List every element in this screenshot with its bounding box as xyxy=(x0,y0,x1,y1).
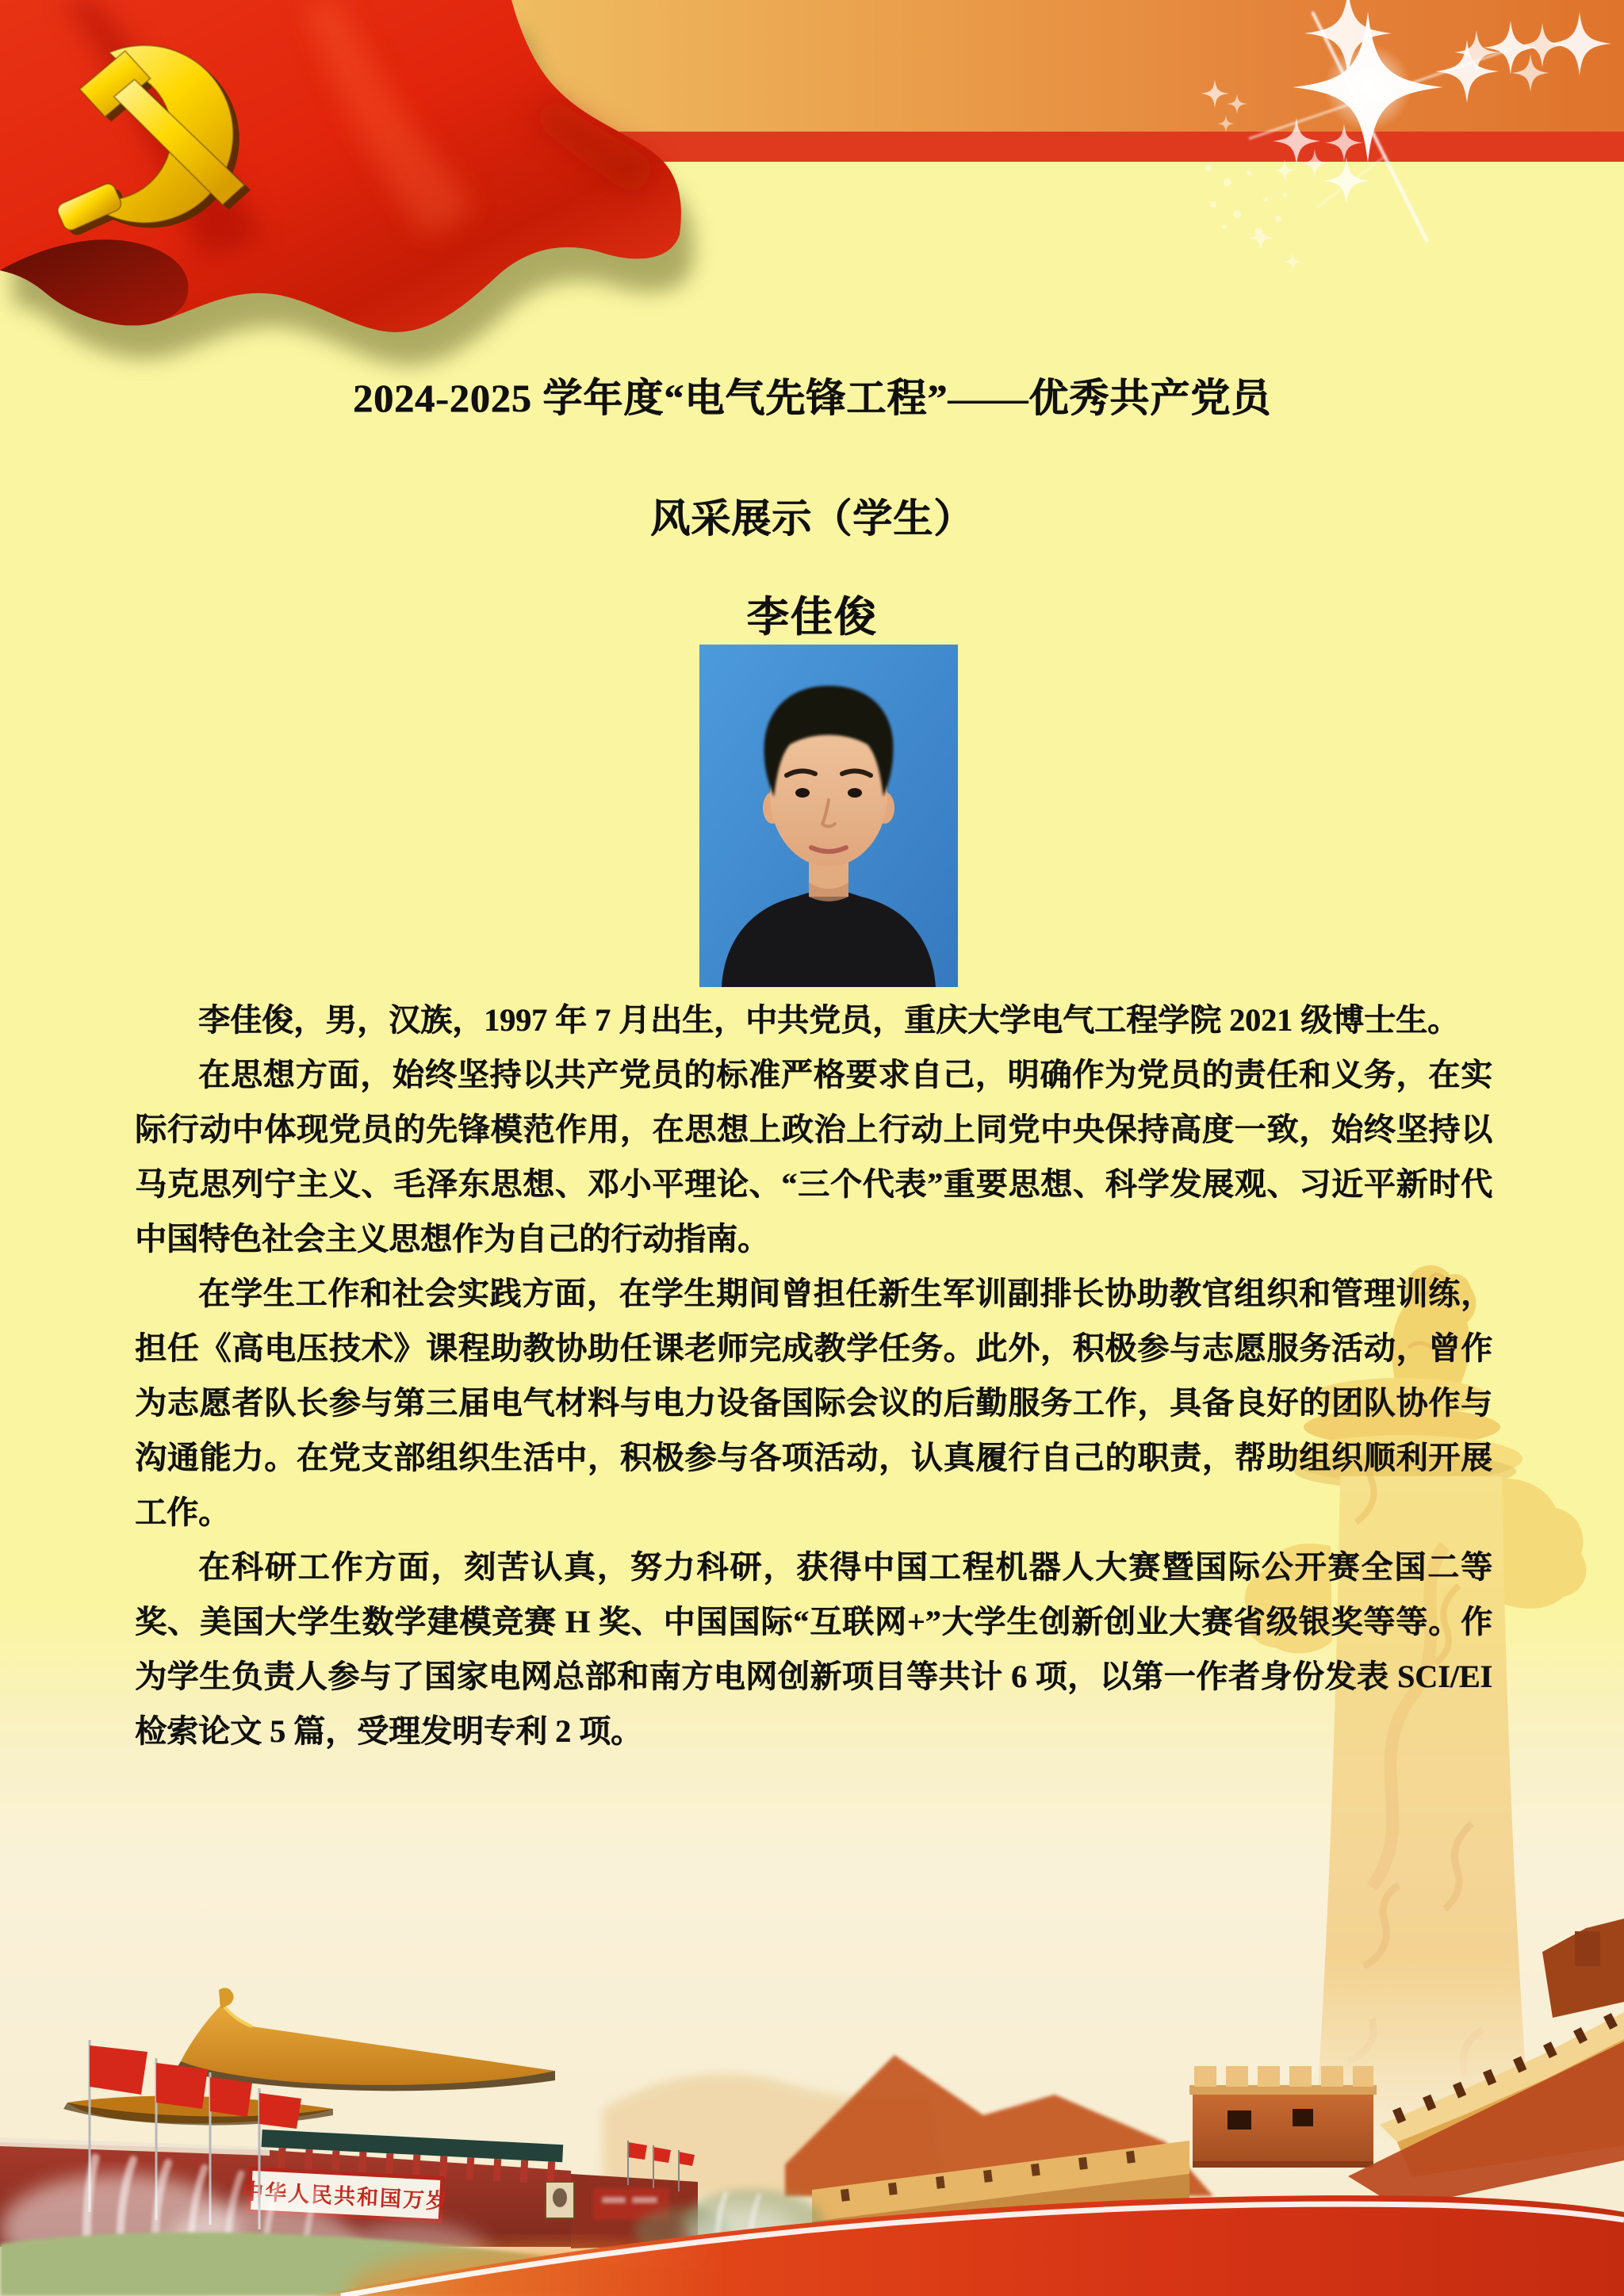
gate-portrait xyxy=(546,2182,574,2218)
sparkles-decoration xyxy=(1142,0,1624,349)
eye-right xyxy=(848,788,862,798)
paragraph-intro: 李佳俊，男，汉族，1997 年 7 月出生，中共党员，重庆大学电气工程学院 2021 级博士生。 xyxy=(198,1002,1459,1038)
page-title: 2024-2025 学年度“电气先锋工程”——优秀共产党员 xyxy=(352,376,1272,420)
person-name: 李佳俊 xyxy=(746,595,878,641)
paragraph-research: 在科研工作方面，刻苦认真，努力科研，获得中国工程机器人大赛暨国际公开赛全国二等奖、美国大学生数学建模竞赛 H 奖、中国国际“互联网+”大学生创新创业大赛省级银奖等等。作为学生负责人参与了国家电网总部和南方电网创新项目等共计 6 项，以第一作者身份发表 SCI/EI 检索论文 5 篇，受理发明专利 2 项。 xyxy=(135,1549,1492,1749)
portrait-photo xyxy=(699,645,958,987)
party-flag xyxy=(0,0,730,523)
page-subtitle: 风采展示（学生） xyxy=(650,496,974,541)
eye-left xyxy=(795,788,810,798)
name-block xyxy=(0,584,1624,644)
title-block xyxy=(0,366,1624,423)
paragraph-student-work: 在学生工作和社会实践方面，在学生期间曾担任新生军训副排长协助教官组织和管理训练，担任《高电压技术》课程助教协助任课老师完成教学任务。此外，积极参与志愿服务活动，曾作为志愿者队长参与第三届电气材料与电力设备国际会议的后勤服务工作，具备良好的团队协作与沟通能力。在党支部组织生活中，积极参与各项活动，认真履行自己的职责，帮助组织顺利开展工作。 xyxy=(135,1276,1492,1530)
paragraph-ideology: 在思想方面，始终坚持以共产党员的标准严格要求自己，明确作为党员的责任和义务，在实际行动中体现党员的先锋模范作用，在思想上政治上行动上同党中央保持高度一致，始终坚持以马克思列宁主义、毛泽东思想、邓小平理论、“三个代表”重要思想、科学发展观、习近平新时代中国特色社会主义思想作为自己的行动指南。 xyxy=(135,1057,1492,1257)
tiananmen-sign-label: 中华人民共和国万岁 xyxy=(241,2179,450,2214)
bottom-scene-decoration xyxy=(0,1823,1624,2296)
subtitle-block xyxy=(0,487,1624,544)
sparkle-dots xyxy=(1205,165,1287,235)
body-text xyxy=(135,993,1492,1758)
watch-tower xyxy=(1189,2066,1377,2168)
sparkle-stars xyxy=(1201,0,1611,271)
